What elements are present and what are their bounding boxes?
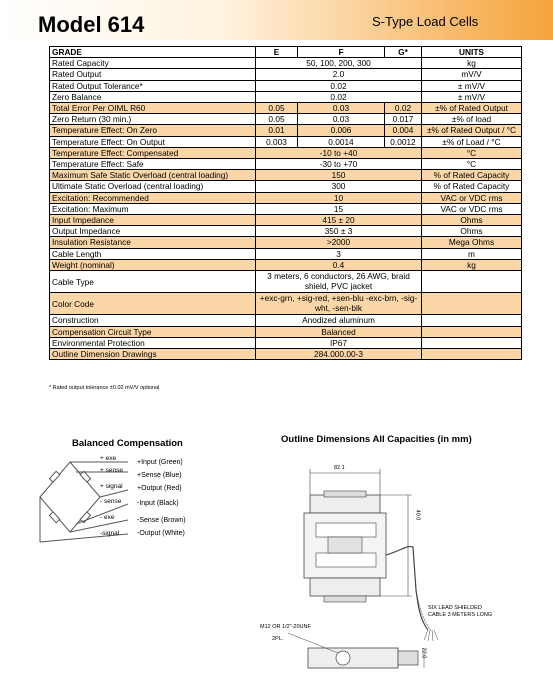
depth-dimension: 22.0: [420, 647, 427, 659]
row-unit: m: [422, 248, 522, 259]
table-row: [50, 136, 522, 147]
row-unit: ±% of load: [422, 114, 522, 125]
row-label: Temperature Effect: Compensated: [50, 147, 256, 158]
row-unit: % of Rated Capacity: [422, 170, 522, 181]
row-label: Rated Capacity: [50, 58, 256, 69]
row-label: Input Impedance: [50, 215, 256, 226]
row-value: 0.02: [256, 91, 422, 102]
row-unit: kg: [422, 58, 522, 69]
row-label: Environmental Protection: [50, 337, 256, 348]
row-unit: [422, 293, 522, 315]
row-unit: mV/V: [422, 69, 522, 80]
legend-item: +Sense (Blue): [137, 472, 182, 479]
grade-e-value: 0.05: [256, 114, 298, 125]
row-value: Balanced: [256, 326, 422, 337]
row-value: 300: [256, 181, 422, 192]
row-unit: ±% of Rated Output: [422, 103, 522, 114]
row-label: Excitation: Maximum: [50, 203, 256, 214]
row-unit: °C: [422, 159, 522, 170]
row-label: Cable Length: [50, 248, 256, 259]
grade-f-value: 0.03: [298, 114, 385, 125]
cable-label-1: SIX LEAD SHIELDED: [428, 605, 482, 611]
row-unit: [422, 315, 522, 326]
table-row: [50, 159, 522, 170]
row-value: 50, 100, 200, 300: [256, 58, 422, 69]
thread-sub-label: 2PL.: [272, 636, 284, 642]
row-value: 150: [256, 170, 422, 181]
row-value: Anodized aluminum: [256, 315, 422, 326]
row-value: -10 to +40: [256, 147, 422, 158]
row-value: 3 meters, 6 conductors, 26 AWG, braid shield, PVC jacket: [256, 271, 422, 293]
row-unit: Ohms: [422, 215, 522, 226]
row-label: Total Error Per OIML R60: [50, 103, 256, 114]
table-row: [50, 226, 522, 237]
grade-e-value: 0.01: [256, 125, 298, 136]
row-unit: ±% of Load / °C: [422, 136, 522, 147]
table-row: [50, 215, 522, 226]
row-unit: % of Rated Capacity: [422, 181, 522, 192]
column-header: E: [256, 47, 298, 58]
row-value: 3: [256, 248, 422, 259]
height-dimension: 40.0: [414, 509, 421, 521]
row-value: 284.000.00-3: [256, 349, 422, 360]
row-value: 0.4: [256, 259, 422, 270]
row-label: Zero Return (30 min.): [50, 114, 256, 125]
table-row: [50, 315, 522, 326]
table-row: [50, 80, 522, 91]
grade-e-value: 0.05: [256, 103, 298, 114]
header-banner: [0, 0, 553, 40]
outline-drawing: [288, 455, 508, 690]
legend-item: -Output (White): [137, 530, 185, 537]
row-label: Zero Balance: [50, 91, 256, 102]
column-header: F: [298, 47, 385, 58]
table-row: [50, 181, 522, 192]
row-label: Rated Output: [50, 69, 256, 80]
table-row: [50, 91, 522, 102]
row-label: Insulation Resistance: [50, 237, 256, 248]
table-row: [50, 203, 522, 214]
row-value: 0.02: [256, 80, 422, 91]
table-row: [50, 192, 522, 203]
table-row: [50, 349, 522, 360]
cable-label-2: CABLE 3 METERS LONG: [428, 612, 493, 618]
table-row: [50, 103, 522, 114]
column-header: GRADE: [50, 47, 256, 58]
row-label: Compensation Circuit Type: [50, 326, 256, 337]
legend-item: -Input (Black): [137, 500, 179, 507]
row-value: 15: [256, 203, 422, 214]
row-unit: ±% of Rated Output / °C: [422, 125, 522, 136]
legend-item: +Input (Green): [137, 459, 183, 466]
row-label: Temperature Effect: On Output: [50, 136, 256, 147]
column-header: G*: [385, 47, 422, 58]
spec-table: [49, 46, 522, 360]
row-unit: [422, 271, 522, 293]
table-row: [50, 125, 522, 136]
row-value: -30 to +70: [256, 159, 422, 170]
row-value: 10: [256, 192, 422, 203]
grade-f-value: 0.0014: [298, 136, 385, 147]
row-label: Maximum Safe Static Overload (central loading): [50, 170, 256, 181]
table-row: [50, 147, 522, 158]
row-unit: [422, 349, 522, 360]
row-label: Rated Output Tolerance*: [50, 80, 256, 91]
row-unit: VAC or VDC rms: [422, 192, 522, 203]
row-value: 415 ± 20: [256, 215, 422, 226]
thread-label: M12 OR 1/2"-20UNF: [260, 624, 311, 630]
wire-label: + sense: [100, 467, 123, 474]
product-subtitle: S-Type Load Cells: [372, 14, 479, 29]
legend-item: -Sense (Brown): [137, 517, 186, 524]
width-dimension: 82.1: [334, 465, 345, 471]
wire-label: - exe: [100, 514, 115, 521]
row-unit: °C: [422, 147, 522, 158]
row-unit: ± mV/V: [422, 91, 522, 102]
row-unit: [422, 337, 522, 348]
table-row: [50, 337, 522, 348]
footnote: * Rated output tolerance ±0.02 mV/V optional: [49, 385, 160, 391]
grade-g-value: 0.02: [385, 103, 422, 114]
row-label: Temperature Effect: On Zero: [50, 125, 256, 136]
table-row: [50, 293, 522, 315]
grade-e-value: 0.003: [256, 136, 298, 147]
grade-f-value: 0.006: [298, 125, 385, 136]
table-row: [50, 271, 522, 293]
table-row: [50, 237, 522, 248]
row-unit: VAC or VDC rms: [422, 203, 522, 214]
row-value: +exc-grn, +sig-red, +sen-blu -exc-brn, -sig-wht, -sen-blk: [256, 293, 422, 315]
row-unit: Ohms: [422, 226, 522, 237]
model-title: Model 614: [38, 12, 145, 37]
row-label: Construction: [50, 315, 256, 326]
row-label: Outline Dimension Drawings: [50, 349, 256, 360]
grade-g-value: 0.0012: [385, 136, 422, 147]
balanced-title: Balanced Compensation: [72, 438, 183, 449]
grade-g-value: 0.017: [385, 114, 422, 125]
row-label: Cable Type: [50, 271, 256, 293]
table-row: [50, 114, 522, 125]
row-label: Temperature Effect: Safe: [50, 159, 256, 170]
wire-label: + exe: [100, 455, 117, 462]
row-label: Output Impedance: [50, 226, 256, 237]
row-value: >2000: [256, 237, 422, 248]
wire-label: -signal: [100, 530, 120, 537]
row-label: Ultimate Static Overload (central loading): [50, 181, 256, 192]
row-label: Excitation: Recommended: [50, 192, 256, 203]
row-value: 2.0: [256, 69, 422, 80]
table-row: [50, 170, 522, 181]
row-label: Color Code: [50, 293, 256, 315]
column-header: UNITS: [422, 47, 522, 58]
table-row: [50, 248, 522, 259]
wire-label: - sense: [100, 498, 122, 505]
row-value: IP67: [256, 337, 422, 348]
wire-label: + signal: [100, 483, 123, 490]
table-row: [50, 259, 522, 270]
row-label: Weight (nominal): [50, 259, 256, 270]
row-unit: kg: [422, 259, 522, 270]
grade-g-value: 0.004: [385, 125, 422, 136]
row-unit: Mega Ohms: [422, 237, 522, 248]
table-header-row: [50, 47, 522, 58]
outline-title: Outline Dimensions All Capacities (in mm): [281, 434, 472, 445]
row-value: 350 ± 3: [256, 226, 422, 237]
row-unit: [422, 326, 522, 337]
legend-item: +Output (Red): [137, 485, 182, 492]
grade-f-value: 0.03: [298, 103, 385, 114]
row-unit: ± mV/V: [422, 80, 522, 91]
table-row: [50, 69, 522, 80]
table-row: [50, 326, 522, 337]
table-row: [50, 58, 522, 69]
